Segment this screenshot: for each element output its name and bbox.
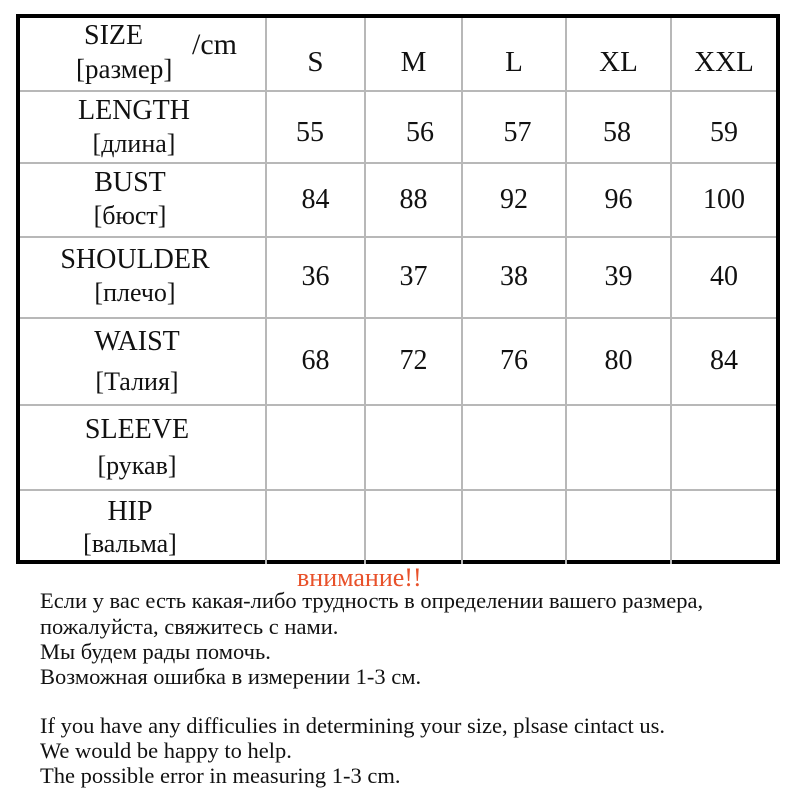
notice-en-line: The possible error in measuring 1-3 cm.: [40, 763, 401, 788]
table-cell: 72: [399, 345, 428, 377]
row-label-shoulder: [20, 238, 250, 314]
table-cell: 68: [301, 345, 330, 377]
row-label-ru: [вальма]: [83, 528, 177, 558]
table-cell: 39: [604, 261, 633, 293]
row-label-hip: [20, 491, 240, 564]
row-label-ru: [плечо]: [94, 278, 176, 308]
table-cell: 57: [503, 116, 532, 148]
table-cell: 80: [604, 345, 633, 377]
row-label-en: HIP: [107, 496, 153, 528]
table-cell: 100: [703, 183, 745, 215]
table-cell: [366, 491, 461, 564]
row-label-length: [20, 92, 248, 162]
notice-ru-line: Если у вас есть какая-либо трудность в определении вашего размера,: [40, 588, 704, 613]
table-cell: 37: [399, 261, 428, 293]
table-cell: 96: [604, 183, 633, 215]
notice-ru-line: пожалуйста, свяжитесь с нами.: [40, 614, 339, 639]
corner-unit-label: /cm: [192, 28, 237, 61]
table-cell: [672, 491, 776, 564]
row-label-ru: [рукав]: [97, 450, 177, 480]
corner-size-label-ru: [размер]: [76, 54, 173, 84]
table-cell: 92: [500, 183, 528, 215]
table-cell: 84: [710, 345, 738, 377]
size-header-xl: XL: [599, 46, 638, 79]
size-header-xxl: XXL: [694, 46, 754, 79]
size-header-l: L: [505, 46, 523, 79]
table-cell: [463, 406, 565, 489]
row-label-ru: [бюст]: [93, 201, 167, 231]
row-label-ru: [Талия]: [95, 366, 179, 396]
table-cell: [567, 406, 670, 489]
notice-ru-line: Возможная ошибка в измерении 1-3 см.: [40, 664, 422, 689]
table-cell: 40: [710, 261, 738, 293]
table-cell: 84: [301, 183, 330, 215]
table-cell: [366, 406, 461, 489]
table-cell: [267, 491, 364, 564]
table-cell: 38: [500, 261, 528, 293]
corner-size-label: SIZE: [84, 20, 144, 51]
table-cell: 56: [406, 116, 434, 148]
row-label-en: SHOULDER: [60, 243, 210, 275]
size-header-m: M: [400, 46, 427, 79]
notice-en-line: If you have any difficulies in determining your size, plsase cintact us.: [40, 713, 666, 738]
row-label-en: WAIST: [94, 326, 180, 358]
table-cell: 55: [296, 116, 324, 148]
size-header-s: S: [307, 46, 324, 79]
table-cell: 36: [301, 261, 330, 293]
row-label-bust: [20, 164, 240, 234]
row-label-sleeve: [20, 406, 254, 489]
table-cell: 58: [603, 116, 631, 148]
row-label-ru: [длина]: [92, 129, 176, 159]
row-label-en: LENGTH: [78, 94, 190, 126]
table-cell: 76: [500, 345, 528, 377]
table-cell: 59: [710, 116, 738, 148]
size-chart-table: [16, 14, 780, 564]
table-cell: 88: [399, 183, 428, 215]
row-label-en: SLEEVE: [84, 414, 190, 446]
attention-title: внимание!!: [297, 563, 422, 592]
notice-ru-line: Мы будем рады помочь.: [40, 639, 271, 664]
table-cell: [567, 491, 670, 564]
row-label-en: BUST: [94, 166, 166, 198]
notice-en-line: We would be happy to help.: [40, 738, 292, 763]
row-label-waist: [20, 319, 254, 404]
table-cell: [672, 406, 776, 489]
table-cell: [463, 491, 565, 564]
table-cell: [267, 406, 364, 489]
